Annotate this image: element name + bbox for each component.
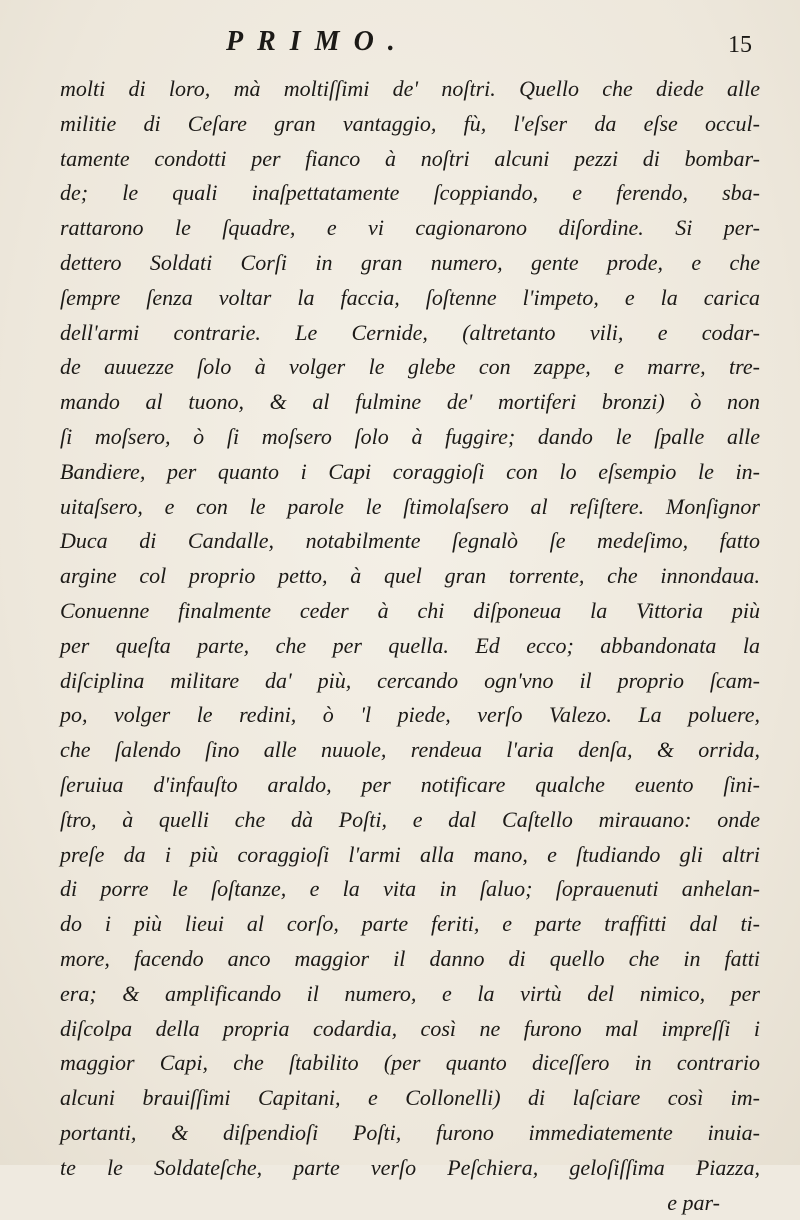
text-line: ſi moſsero, ò ſi moſsero ſolo à fuggire; dando le ſpalle alle xyxy=(60,420,760,455)
text-line: diſciplina militare da' più, cercando ogn'vno il proprio ſcam- xyxy=(60,664,760,699)
text-line: more, facendo anco maggior il danno di quello che in fatti xyxy=(60,942,760,977)
page-header xyxy=(0,26,800,66)
text-line: per queſta parte, che per quella. Ed ecco; abbandonata la xyxy=(60,629,760,664)
text-line: maggior Capi, che ſtabilito (per quanto diceſſero in contrario xyxy=(60,1046,760,1081)
text-line: rattarono le ſquadre, e vi cagionarono diſordine. Si per- xyxy=(60,211,760,246)
catchword: e par- xyxy=(60,1186,760,1220)
text-line: dell'armi contrarie. Le Cernide, (altretanto vili, e codar- xyxy=(60,316,760,351)
body-text xyxy=(60,72,760,1220)
text-line: Bandiere, per quanto i Capi coraggioſi con lo eſsempio le in- xyxy=(60,455,760,490)
text-line: de auuezze ſolo à volger le glebe con zappe, e marre, tre- xyxy=(60,350,760,385)
text-line: di porre le ſoſtanze, e la vita in ſaluo; ſoprauenuti anhelan- xyxy=(60,872,760,907)
text-line: do i più lieui al corſo, parte feriti, e parte traffitti dal ti- xyxy=(60,907,760,942)
text-line: de; le quali inaſpettatamente ſcoppiando, e ferendo, sba- xyxy=(60,176,760,211)
text-line: Duca di Candalle, notabilmente ſegnalò ſe medeſimo, fatto xyxy=(60,524,760,559)
text-line: portanti, & diſpendioſi Poſti, furono immediatemente inuia- xyxy=(60,1116,760,1151)
text-line: uitaſsero, e con le parole le ſtimolaſsero al reſiſtere. Monſignor xyxy=(60,490,760,525)
text-line: mando al tuono, & al fulmine de' mortiferi bronzi) ò non xyxy=(60,385,760,420)
text-line: Conuenne finalmente ceder à chi diſponeua la Vittoria più xyxy=(60,594,760,629)
text-line: tamente condotti per fianco à noſtri alcuni pezzi di bombar- xyxy=(60,142,760,177)
text-line: alcuni brauiſſimi Capitani, e Collonelli) di laſciare così im- xyxy=(60,1081,760,1116)
text-line: ſeruiua d'infauſto araldo, per notificare qualche euento ſini- xyxy=(60,768,760,803)
text-line: ſtro, à quelli che dà Poſti, e dal Caſtello mirauano: onde xyxy=(60,803,760,838)
running-head: PRIMO. xyxy=(226,26,409,58)
text-line: preſe da i più coraggioſi l'armi alla mano, e ſtudiando gli altri xyxy=(60,838,760,873)
text-line: te le Soldateſche, parte verſo Peſchiera, geloſiſſima Piazza, xyxy=(60,1151,760,1186)
text-line: molti di loro, mà moltiſſimi de' noſtri. Quello che diede alle xyxy=(60,72,760,107)
text-line: che ſalendo ſino alle nuuole, rendeua l'aria denſa, & orrida, xyxy=(60,733,760,768)
text-line: militie di Ceſare gran vantaggio, fù, l'eſser da eſse occul- xyxy=(60,107,760,142)
text-line: argine col proprio petto, à quel gran torrente, che innondaua. xyxy=(60,559,760,594)
text-line: po, volger le redini, ò 'l piede, verſo Valezo. La poluere, xyxy=(60,698,760,733)
text-line: ſempre ſenza voltar la faccia, ſoſtenne l'impeto, e la carica xyxy=(60,281,760,316)
page-number: 15 xyxy=(728,32,752,59)
text-line: dettero Soldati Corſi in gran numero, gente prode, e che xyxy=(60,246,760,281)
text-line: diſcolpa della propria codardia, così ne furono mal impreſſi i xyxy=(60,1012,760,1047)
text-line: era; & amplificando il numero, e la virtù del nimico, per xyxy=(60,977,760,1012)
